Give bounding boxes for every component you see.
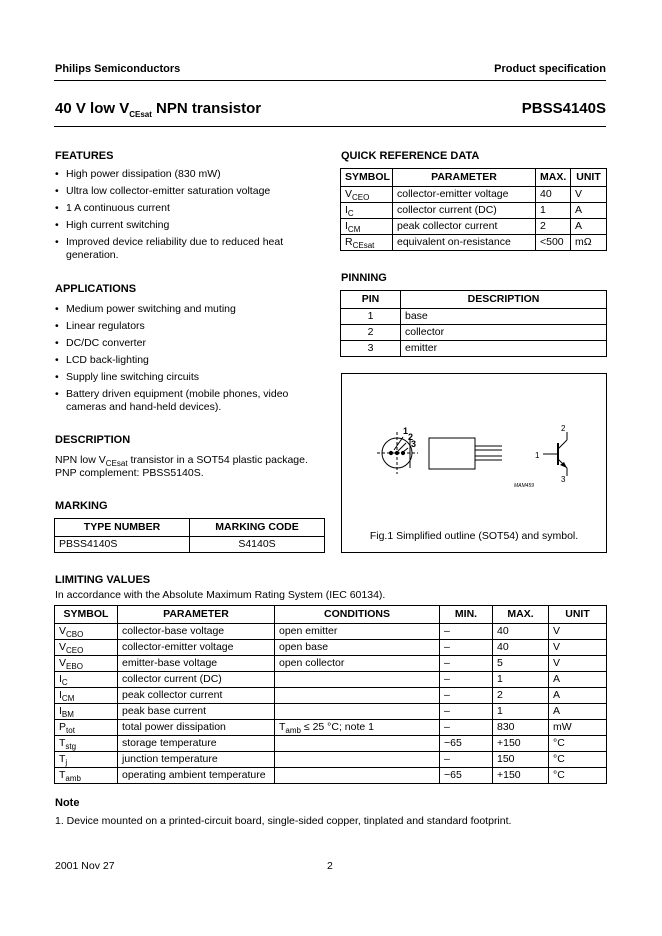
column-header: MIN. <box>440 606 493 624</box>
min-cell: – <box>440 672 493 688</box>
limiting-values-heading: LIMITING VALUES <box>55 574 151 586</box>
symbol-cell: $P_{tot}$ <box>55 720 118 736</box>
quick-reference-table <box>340 168 607 251</box>
unit-cell: A <box>549 704 607 720</box>
cond-cell <box>275 736 440 752</box>
column-header: TYPE NUMBER <box>55 519 190 537</box>
symbol-pin-1: 1 <box>535 451 540 460</box>
max-cell: 1 <box>493 704 549 720</box>
symbol-cell: $T_j$ <box>55 752 118 768</box>
max-cell: +150 <box>493 736 549 752</box>
cond-cell: open base <box>275 640 440 656</box>
table-header-row <box>341 169 607 187</box>
emitter-arrow <box>560 462 567 468</box>
table-cell: S4140S <box>190 537 325 553</box>
unit-cell: V <box>549 656 607 672</box>
note-text: 1. Device mounted on a printed-circuit board, single-sided copper, tinplated and standard footprint. <box>55 815 512 827</box>
symbol-cell: $I_C$ <box>55 672 118 688</box>
table-row <box>55 688 607 704</box>
list-item: • High current switching <box>55 219 325 232</box>
applications-list <box>55 303 325 418</box>
table-header-row <box>55 606 607 624</box>
min-cell: – <box>440 752 493 768</box>
unit-cell: A <box>571 219 607 235</box>
column-header: PARAMETER <box>393 169 536 187</box>
applications-heading: APPLICATIONS <box>55 283 137 295</box>
symbol-cell: $R_{CEsat}$ <box>341 235 393 251</box>
figure-box <box>341 373 607 553</box>
pinning-heading: PINNING <box>341 272 387 284</box>
description-cell: emitter <box>401 341 607 357</box>
table-header-row <box>55 519 325 537</box>
column-header: CONDITIONS <box>275 606 440 624</box>
table-row <box>55 720 607 736</box>
table-header-row <box>341 291 607 309</box>
cond-cell <box>275 768 440 784</box>
description-heading: DESCRIPTION <box>55 434 131 446</box>
list-item: • Battery driven equipment (mobile phones, video cameras and hand-held devices). <box>55 388 325 414</box>
list-item: • Medium power switching and muting <box>55 303 325 316</box>
min-cell: −65 <box>440 768 493 784</box>
column-header: MAX. <box>493 606 549 624</box>
description-cell: collector <box>401 325 607 341</box>
table-row <box>55 736 607 752</box>
min-cell: – <box>440 640 493 656</box>
footer-date: 2001 Nov 27 <box>55 860 115 872</box>
symbol-cell: $V_{CEO}$ <box>341 187 393 203</box>
max-cell: 40 <box>493 640 549 656</box>
cond-cell <box>275 752 440 768</box>
column-header: MAX. <box>536 169 571 187</box>
unit-cell: mΩ <box>571 235 607 251</box>
symbol-cell: $I_C$ <box>341 203 393 219</box>
table-row <box>341 235 607 251</box>
title-rule <box>54 126 606 127</box>
note-heading: Note <box>55 797 80 809</box>
table-row <box>55 640 607 656</box>
cond-cell: open emitter <box>275 624 440 640</box>
features-heading: FEATURES <box>55 150 114 162</box>
list-item: • High power dissipation (830 mW) <box>55 168 325 181</box>
header-rule <box>54 80 606 81</box>
param-cell: junction temperature <box>118 752 275 768</box>
list-item: • 1 A continuous current <box>55 202 325 215</box>
marking-table <box>54 518 325 553</box>
symbol-cell: $I_{CM}$ <box>55 688 118 704</box>
pin-cell: 3 <box>341 341 401 357</box>
figure-code: MAM459 <box>514 483 535 489</box>
pin3-leader <box>403 448 408 452</box>
company-name: Philips Semiconductors <box>55 63 181 75</box>
unit-cell: V <box>549 624 607 640</box>
column-header: PARAMETER <box>118 606 275 624</box>
min-cell: −65 <box>440 736 493 752</box>
cond-cell: open collector <box>275 656 440 672</box>
column-header: UNIT <box>571 169 607 187</box>
param-cell: collector-emitter voltage <box>118 640 275 656</box>
column-header: UNIT <box>549 606 607 624</box>
symbol-cell: $T_{stg}$ <box>55 736 118 752</box>
pin-cell: 1 <box>341 309 401 325</box>
unit-cell: A <box>571 203 607 219</box>
param-cell: collector-base voltage <box>118 624 275 640</box>
max-cell: 2 <box>493 688 549 704</box>
unit-cell: V <box>571 187 607 203</box>
unit-cell: V <box>549 640 607 656</box>
parameter-cell: collector current (DC) <box>393 203 536 219</box>
min-cell: – <box>440 624 493 640</box>
max-cell: 1 <box>493 672 549 688</box>
param-cell: peak collector current <box>118 688 275 704</box>
unit-cell: °C <box>549 736 607 752</box>
symbol-cell: $V_{CEO}$ <box>55 640 118 656</box>
param-cell: total power dissipation <box>118 720 275 736</box>
min-cell: – <box>440 720 493 736</box>
max-cell: 40 <box>493 624 549 640</box>
param-cell: operating ambient temperature <box>118 768 275 784</box>
list-item: • Ultra low collector-emitter saturation voltage <box>55 185 325 198</box>
max-cell: +150 <box>493 768 549 784</box>
symbol-cell: $T_{amb}$ <box>55 768 118 784</box>
column-header: MARKING CODE <box>190 519 325 537</box>
figure-caption: Fig.1 Simplified outline (SOT54) and symbol. <box>369 530 579 542</box>
pin2-leader <box>398 443 406 451</box>
table-cell: PBSS4140S <box>55 537 190 553</box>
sot54-outline-diagram <box>342 374 606 552</box>
package-body <box>429 438 475 469</box>
table-row <box>55 656 607 672</box>
unit-cell: A <box>549 672 607 688</box>
param-cell: storage temperature <box>118 736 275 752</box>
collector-line <box>558 440 567 449</box>
table-row <box>341 325 607 341</box>
symbol-cell: $I_{CM}$ <box>341 219 393 235</box>
document-type: Product specification <box>494 63 606 75</box>
symbol-cell: $I_{BM}$ <box>55 704 118 720</box>
marking-heading: MARKING <box>55 500 108 512</box>
page-title: 40 V low $V_{CEsat}$ NPN transistor <box>55 100 262 119</box>
max-cell: 1 <box>536 203 571 219</box>
parameter-cell: peak collector current <box>393 219 536 235</box>
table-row <box>341 203 607 219</box>
limiting-values-table <box>54 605 607 784</box>
list-item: • Improved device reliability due to reduced heat generation. <box>55 236 325 262</box>
pin-label-3: 3 <box>411 439 417 449</box>
pin-label-1: 1 <box>403 426 409 436</box>
min-cell: – <box>440 688 493 704</box>
unit-cell: mW <box>549 720 607 736</box>
quick-reference-heading: QUICK REFERENCE DATA <box>341 150 480 162</box>
table-row <box>341 187 607 203</box>
cond-cell <box>275 688 440 704</box>
max-cell: <500 <box>536 235 571 251</box>
table-row <box>55 768 607 784</box>
list-item: • DC/DC converter <box>55 337 325 350</box>
table-row <box>341 219 607 235</box>
part-number: PBSS4140S <box>521 100 606 117</box>
column-header: DESCRIPTION <box>401 291 607 309</box>
unit-cell: °C <box>549 768 607 784</box>
table-row <box>55 672 607 688</box>
description-text: NPN low $V_{CEsat}$ transistor in a SOT54 plastic package. PNP complement: PBSS5140S. <box>55 454 308 479</box>
pin-cell: 2 <box>341 325 401 341</box>
param-cell: emitter-base voltage <box>118 656 275 672</box>
param-cell: collector current (DC) <box>118 672 275 688</box>
list-item: • Linear regulators <box>55 320 325 333</box>
min-cell: – <box>440 704 493 720</box>
list-item: • LCD back-lighting <box>55 354 325 367</box>
param-cell: peak base current <box>118 704 275 720</box>
pin-label-2: 2 <box>408 432 414 442</box>
table-row <box>55 704 607 720</box>
parameter-cell: collector-emitter voltage <box>393 187 536 203</box>
column-header: SYMBOL <box>341 169 393 187</box>
description-cell: base <box>401 309 607 325</box>
cond-cell: $T_{amb} \le 25$ °C; note 1 <box>275 720 440 736</box>
symbol-cell: $V_{EBO}$ <box>55 656 118 672</box>
features-list <box>55 168 325 266</box>
min-cell: – <box>440 656 493 672</box>
column-header: PIN <box>341 291 401 309</box>
table-row <box>341 309 607 325</box>
parameter-cell: equivalent on-resistance <box>393 235 536 251</box>
limiting-values-subheading: In accordance with the Absolute Maximum Rating System (IEC 60134). <box>55 589 386 601</box>
table-row <box>55 537 325 553</box>
pinning-table <box>340 290 607 357</box>
cond-cell <box>275 672 440 688</box>
max-cell: 2 <box>536 219 571 235</box>
symbol-pin-2: 2 <box>561 424 566 433</box>
symbol-pin-3: 3 <box>561 475 566 484</box>
table-row <box>55 752 607 768</box>
max-cell: 830 <box>493 720 549 736</box>
column-header: SYMBOL <box>55 606 118 624</box>
max-cell: 40 <box>536 187 571 203</box>
max-cell: 150 <box>493 752 549 768</box>
list-item: • Supply line switching circuits <box>55 371 325 384</box>
unit-cell: °C <box>549 752 607 768</box>
symbol-cell: $V_{CBO}$ <box>55 624 118 640</box>
table-row <box>341 341 607 357</box>
unit-cell: A <box>549 688 607 704</box>
cond-cell <box>275 704 440 720</box>
page-number: 2 <box>327 860 333 872</box>
table-row <box>55 624 607 640</box>
max-cell: 5 <box>493 656 549 672</box>
